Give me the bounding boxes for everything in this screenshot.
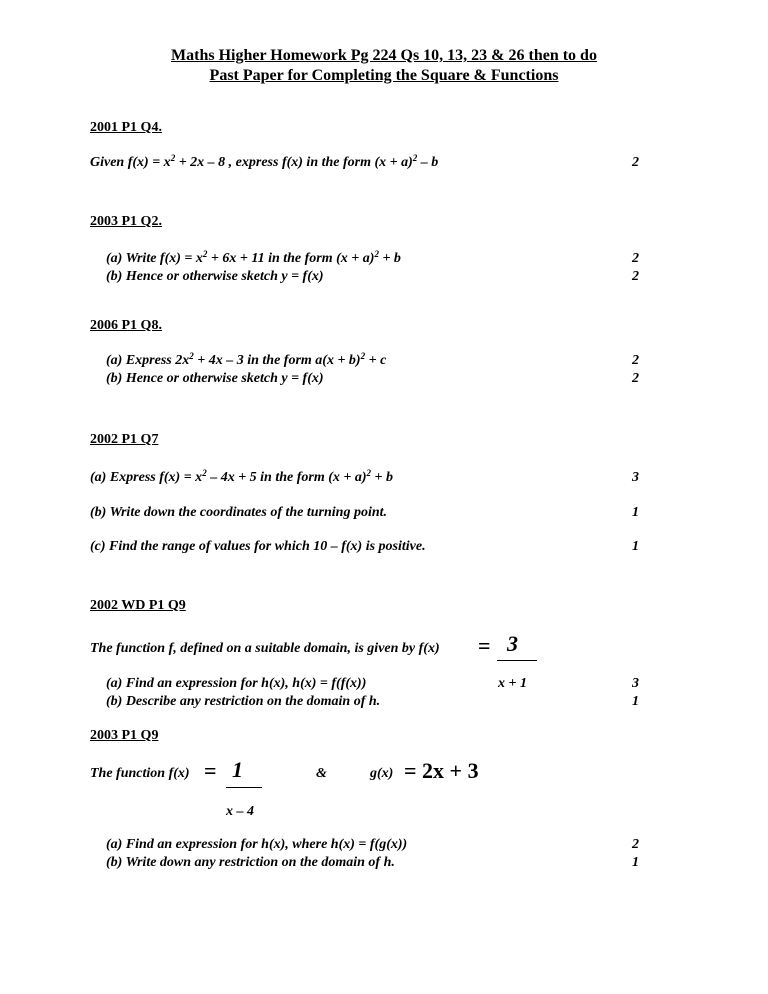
question-part-a-2003-q2: (a) Write $f(x) = x^2 + 6x + 11$ in the form $(x + a)^2 + b$ <box>106 249 401 266</box>
mark-a-2002: 3 <box>632 470 639 485</box>
mark-a-2006: 2 <box>632 353 639 368</box>
mark-a-2002-wd: 3 <box>632 676 639 691</box>
question-heading-2001: 2001 P1 Q4. <box>90 120 162 135</box>
question-intro-2002-wd: The function f, defined on a suitable domain, is given by f(x) <box>90 641 440 656</box>
question-heading-2003-q2: 2003 P1 Q2. <box>90 214 162 229</box>
fraction-denominator-2002-wd: x + 1 <box>498 676 527 691</box>
question-part-a-2002: (a) Express $f(x) = x^2 - 4x + 5$ in the form $(x + a)^2 + b$ <box>90 468 394 485</box>
fraction-numerator-2002-wd: 3 <box>507 631 518 656</box>
mark-b-2002-wd: 1 <box>632 694 639 709</box>
question-part-b-2006: (b) Hence or otherwise sketch y = f(x) <box>106 371 324 386</box>
mark-b-2003-q9: 1 <box>632 855 639 870</box>
fraction-bar-2002-wd <box>497 660 537 661</box>
mark-b-2002: 1 <box>632 505 639 520</box>
mark-a-2003-q9: 2 <box>632 837 639 852</box>
question-text-2001: Given $f(x) = x^2 + 2x - 8$ , express f(x) in the form $(x + a)^2 - b$ <box>90 153 439 170</box>
fraction-numerator-2003-q9: 1 <box>232 757 243 782</box>
g-expression-2003-q9: = 2x + 3 <box>404 758 479 783</box>
fraction-denominator-2003-q9: x – 4 <box>226 804 254 819</box>
mark-b-2003-q2: 2 <box>632 269 639 284</box>
g-label-2003-q9: g(x) <box>370 766 394 781</box>
equals-sign-2002-wd: = <box>478 633 491 658</box>
question-part-b-2002-wd: (b) Describe any restriction on the domain of h. <box>106 694 381 709</box>
question-heading-2003-q9: 2003 P1 Q9 <box>90 728 159 743</box>
question-part-a-2003-q9: (a) Find an expression for h(x), where h(x) = f(g(x)) <box>106 837 408 852</box>
mark-2001: 2 <box>632 155 639 170</box>
ampersand-2003-q9: & <box>316 766 327 781</box>
question-part-b-2002: (b) Write down the coordinates of the turning point. <box>90 505 388 520</box>
mark-b-2006: 2 <box>632 371 639 386</box>
question-part-b-2003-q9: (b) Write down any restriction on the domain of h. <box>106 855 395 870</box>
page-title-line1: Maths Higher Homework Pg 224 Qs 10, 13, 23 & 26 then to do <box>171 47 597 64</box>
question-intro-2003-q9: The function f(x) <box>90 766 190 781</box>
question-heading-2006: 2006 P1 Q8. <box>90 318 162 333</box>
question-part-a-2006: (a) Express $2x^2 + 4x - 3$ in the form $a(x + b)^2 + c$ <box>106 351 387 368</box>
mark-c-2002: 1 <box>632 539 639 554</box>
question-part-a-2002-wd: (a) Find an expression for h(x), h(x) = f(f(x)) <box>106 676 367 691</box>
question-part-b-2003-q2: (b) Hence or otherwise sketch y = f(x) <box>106 269 324 284</box>
fraction-bar-2003-q9 <box>226 787 262 788</box>
question-heading-2002-wd: 2002 WD P1 Q9 <box>90 598 186 613</box>
question-part-c-2002: (c) Find the range of values for which 10 – f(x) is positive. <box>90 539 426 554</box>
equals-sign-2003-q9: = <box>204 758 217 783</box>
question-heading-2002: 2002 P1 Q7 <box>90 432 159 447</box>
mark-a-2003-q2: 2 <box>632 251 639 266</box>
page-title-line2: Past Paper for Completing the Square & Functions <box>209 67 559 84</box>
